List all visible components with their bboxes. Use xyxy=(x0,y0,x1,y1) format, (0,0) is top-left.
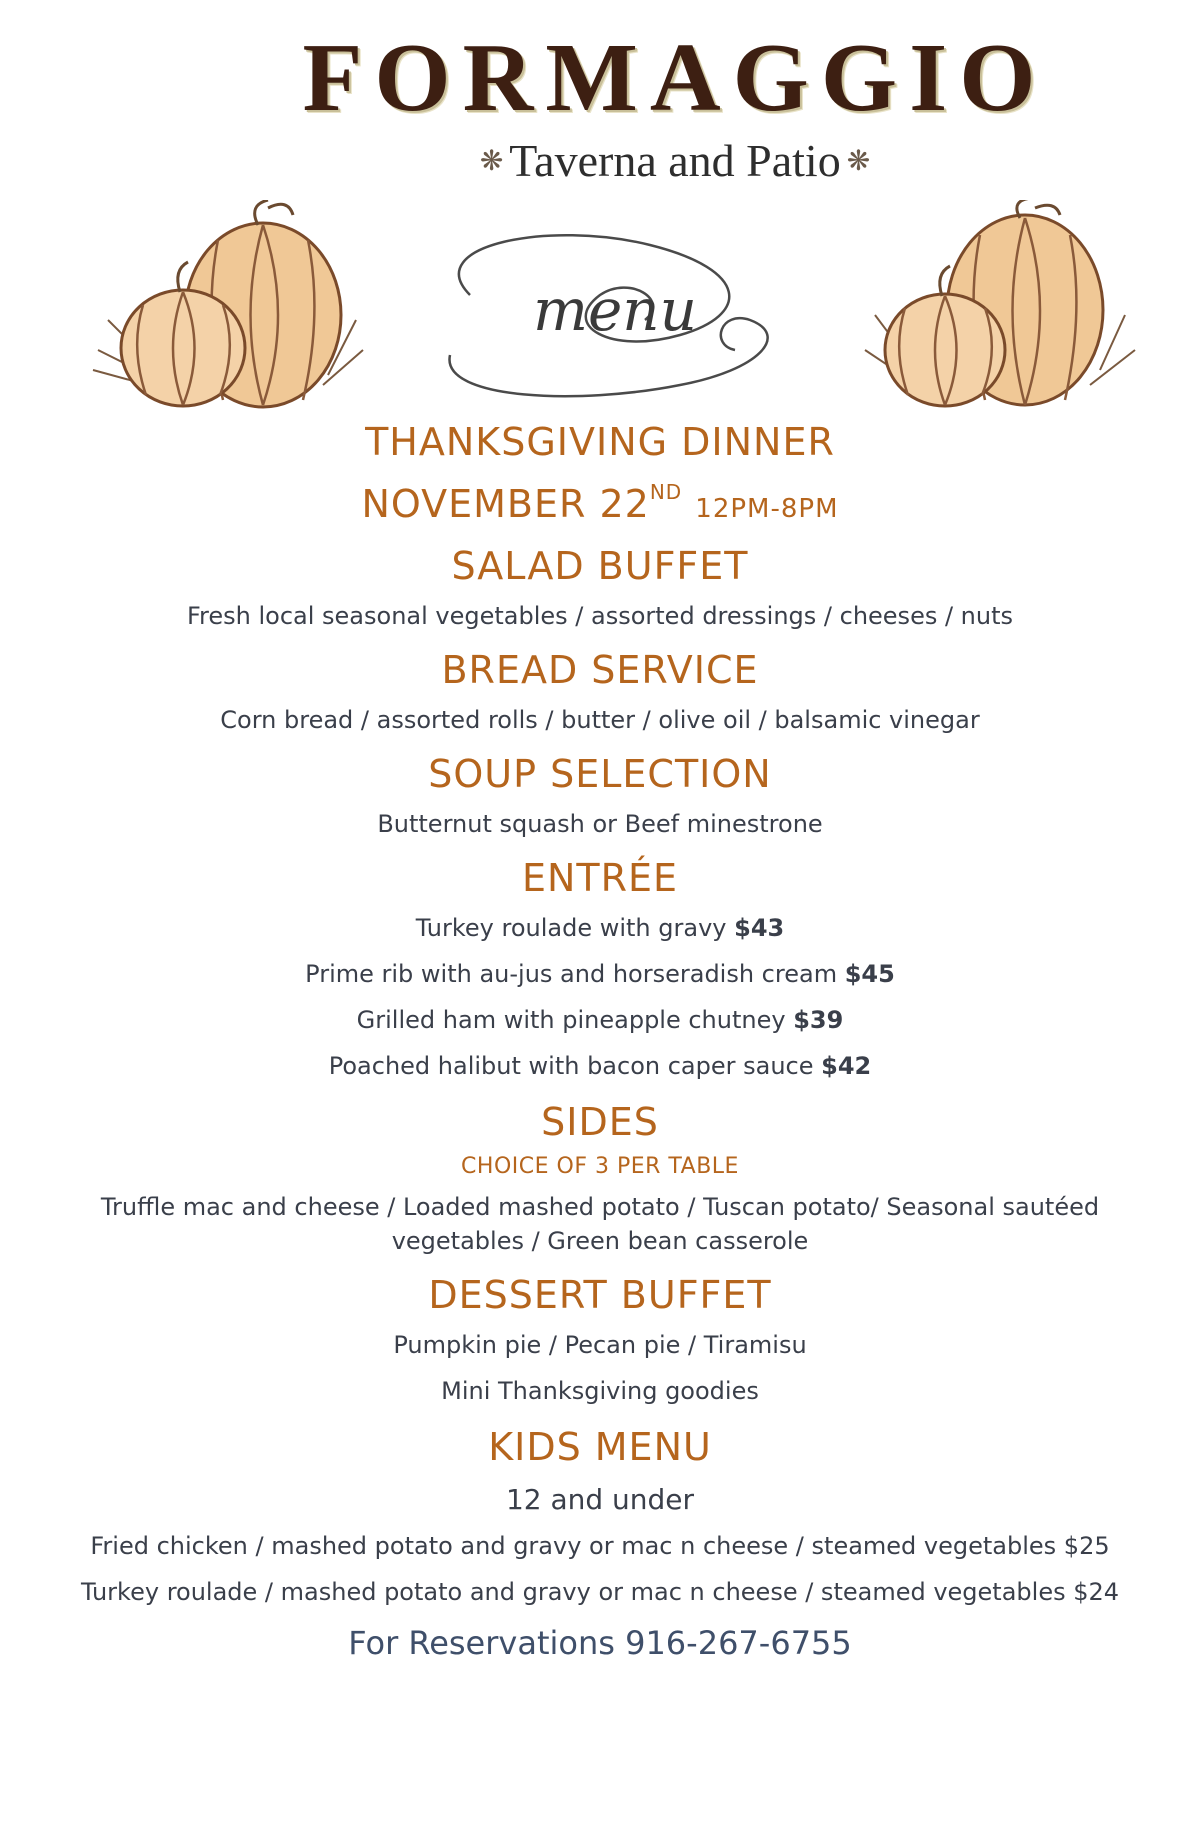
menu-header xyxy=(0,0,1200,420)
ornament-right-icon: ❋ xyxy=(846,146,871,177)
soup-text: Butternut squash or Beef minestrone xyxy=(377,810,823,838)
entree-name: Prime rib with au-jus and horseradish cream xyxy=(305,960,838,988)
entree-item xyxy=(0,1006,1200,1034)
event-title: THANKSGIVING DINNER xyxy=(365,420,835,464)
brand-title: FORMAGGIO xyxy=(302,24,1048,132)
kids-heading: KIDS MENU xyxy=(488,1425,712,1469)
entree-heading: ENTRÉE xyxy=(521,856,679,900)
salad-text: Fresh local seasonal vegetables / assorted dressings / cheeses / nuts xyxy=(186,602,1014,630)
entree-item xyxy=(0,1052,1200,1080)
entree-item xyxy=(0,914,1200,942)
entree-item xyxy=(0,960,1200,988)
entree-price: $45 xyxy=(844,960,895,988)
date-suffix: ND xyxy=(649,480,683,504)
sides-note: CHOICE OF 3 PER TABLE xyxy=(461,1154,739,1179)
entree-price: $39 xyxy=(793,1006,844,1034)
kids-age: 12 and under xyxy=(505,1483,695,1516)
event-time: 12PM-8PM xyxy=(695,494,839,524)
reservations-line: For Reservations 916-267-6755 xyxy=(348,1624,852,1662)
subtitle xyxy=(0,134,1200,187)
entree-name: Turkey roulade with gravy xyxy=(415,914,727,942)
menu-content xyxy=(0,420,1200,1662)
pumpkin-left-icon xyxy=(88,200,368,410)
dessert-line-2: Mini Thanksgiving goodies xyxy=(441,1377,759,1405)
dessert-line-1: Pumpkin pie / Pecan pie / Tiramisu xyxy=(393,1331,807,1359)
kids-line-1: Fried chicken / mashed potato and gravy or mac n cheese / steamed vegetables $25 xyxy=(90,1532,1110,1560)
dessert-heading: DESSERT BUFFET xyxy=(428,1273,772,1317)
soup-heading: SOUP SELECTION xyxy=(428,752,772,796)
sides-line-1: Truffle mac and cheese / Loaded mashed potato / Tuscan potato/ Seasonal sautéed xyxy=(100,1193,1100,1221)
pumpkin-right-icon xyxy=(860,200,1140,410)
bread-heading: BREAD SERVICE xyxy=(441,648,759,692)
bread-text: Corn bread / assorted rolls / butter / olive oil / balsamic vinegar xyxy=(220,706,980,734)
event-date xyxy=(0,480,1200,526)
sides-line-2: vegetables / Green bean casserole xyxy=(391,1227,809,1255)
flourish-icon xyxy=(430,225,800,405)
subtitle-text: Taverna and Patio xyxy=(509,135,841,186)
entree-name: Grilled ham with pineapple chutney xyxy=(356,1006,786,1034)
menu-script-word: menu xyxy=(532,276,698,344)
salad-heading: SALAD BUFFET xyxy=(451,544,749,588)
sides-heading: SIDES xyxy=(541,1100,659,1144)
entree-price: $42 xyxy=(821,1052,872,1080)
kids-line-2: Turkey roulade / mashed potato and gravy or mac n cheese / steamed vegetables $24 xyxy=(80,1578,1120,1606)
entree-name: Poached halibut with bacon caper sauce xyxy=(328,1052,814,1080)
ornament-left-icon: ❋ xyxy=(479,146,504,177)
entree-price: $43 xyxy=(734,914,785,942)
date-main: NOVEMBER 22 xyxy=(361,482,650,526)
